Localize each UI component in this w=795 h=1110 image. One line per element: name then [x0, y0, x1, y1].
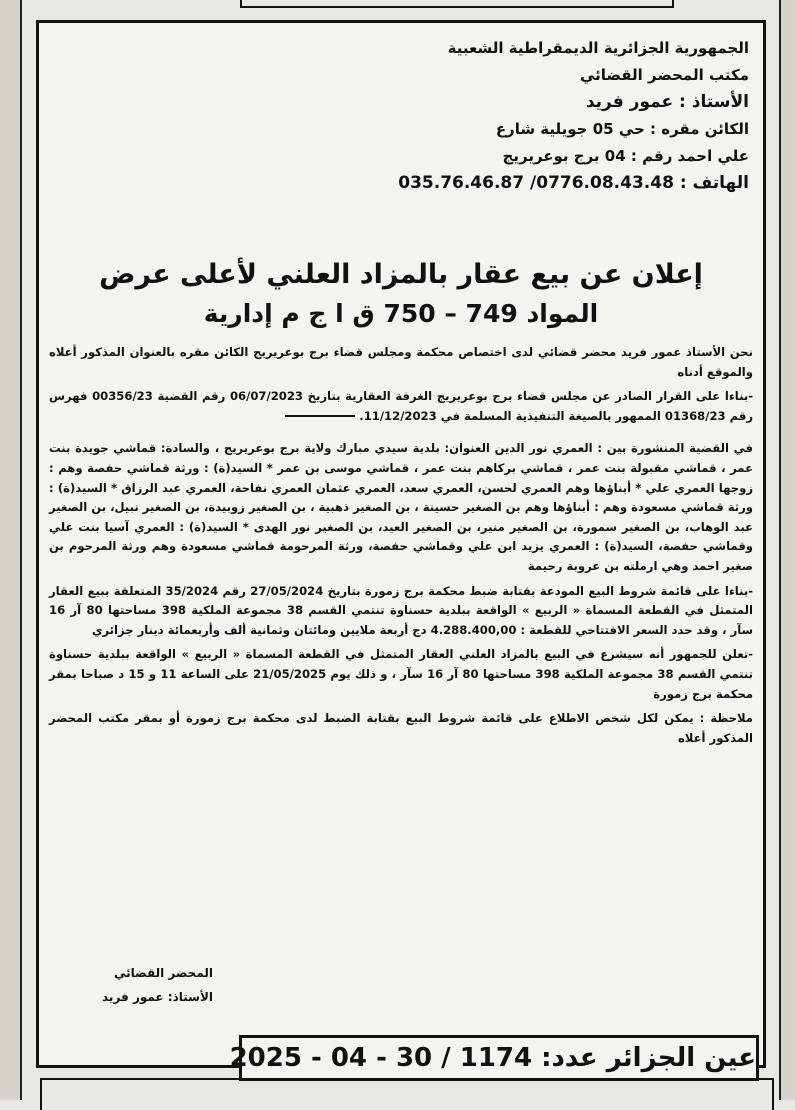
- adjacent-notice-bottom: [40, 1078, 774, 1110]
- signature-role: المحضر القضائي: [113, 966, 213, 980]
- paragraph-decision-text: -بناءا على القرار الصادر عن مجلس قضاء برج بوعريريج الغرفة العقارية بتاريخ 06/07/2023 رقم القضية 00356/23 فهرس رقم 01368/23 الممهور بالصيغة التنفيذية المسلمة في 11/12/2023.: [49, 389, 753, 423]
- paragraph-note: ملاحظة : يمكن لكل شخص الاطلاع على قائمة شروط البيع بقتابة الضبط لدى محكمة برج زمورة أو بمقر مكتب المحضر المذكور أعلاه: [49, 711, 753, 745]
- adjacent-notice-top: [240, 0, 674, 8]
- header-bailiff-name: الأستاذ : عمور فريد: [585, 92, 749, 112]
- auction-notice: [36, 20, 766, 1073]
- paragraph-sale-date: -تعلن للجمهور أنه سيشرع في البيع بالمزاد العلني العقار المتمثل في القطعة المسماة « الربيع » الواقعة ببلدية حسناوة تنتمي القسم 38 مجموعة الملكية 398 مساحتها 80 آر 16 سآر ، و ذلك يوم 21/05/2025 على الساعة 11 و 15 د صباحا بمقر محكمة برج زمورة: [49, 647, 753, 701]
- notice-title: [49, 255, 753, 333]
- header-republic: الجمهورية الجزائرية الديمقراطية الشعبية: [447, 39, 749, 57]
- paragraph-parties: في القضية المنشورة بين : العمري نور الدين العنوان: بلدية سيدي مبارك ولاية برج بوعريريج ، والسادة: قماشي جويدة بنت عمر ، قماشي مقبولة بنت عمر ، قماشي بركاهم بنت عمر ، قماشي موسى بن عمر * السيد(ة) : ورثة قماشي حفصة وهم : زوجها العمري علي * أبناؤها وهم العمري لحسن، العمري سعد، العمري عثمان العمري نفاحة، العمري عبد الرزاق * السيد(ة) : ورثة قماشي مسعودة وهم : أبناؤها وهم بن الصغير حسينة ، بن الصغير ذهبية ، بن الصغير زوبيدة، بن الصغير نبيل، بن الصغير عبد الوهاب، بن الصغير سمورة، بن الصغير منير، بن الصغير العيد، بن الصغير نور الهدى * السيد(ة) : العمري آسيا بنت علي وقماشي حفصة، السيد(ة) : العمري يزيد ابن علي وقماشي حفصة، ورثة المرحومة قماشي مسعودة وهم ورثة المرحوم بن صغير احمد وهي ارملته بن عروبة رحيمة: [49, 441, 753, 573]
- publication-reference: عين الجزائر عدد: 1174 / 30 - 04 - 2025: [239, 1035, 759, 1081]
- paragraph-intro: نحن الأستاذ عمور فريد محضر قضائي لدى اختصاص محكمة ومجلس قضاء برج بوعريريج الكائن مقره بالعنوان المذكور أعلاه والموقع أدناه: [49, 345, 753, 379]
- header-address-2: علي احمد رقم : 04 برج بوعريريج: [502, 147, 749, 165]
- paragraph-decision: [49, 387, 753, 426]
- notice-body: [49, 343, 753, 753]
- bailiff-header: [189, 35, 749, 197]
- header-phone: الهاتف : 0776.08.43.48/ 035.76.46.87: [398, 173, 749, 193]
- header-address-1: الكائن مقره : حي 05 جويلية شارع: [495, 120, 749, 138]
- signature-block: [53, 961, 213, 1009]
- scan-edge-left: [0, 0, 22, 1100]
- divider-dash: [285, 415, 355, 417]
- scan-edge-right: [779, 0, 795, 1100]
- paragraph-conditions: -بناءا على قائمة شروط البيع المودعة بقتابة ضبط محكمة برج زمورة بتاريخ 27/05/2024 رقم 35/2024 المتعلقة ببيع العقار المتمثل في القطعة المسماة « الربيع » الواقعة ببلدية حسناوة تنتمي القسم 38 مجموعة الملكية 398 مساحتها 80 آر 16 سآر ، وقد حدد السعر الافتتاحي للقطعة : 4.288.400,00 دج أربعة ملايين ومائتان وثمانية ألف وأربعمائة دينار جزائري: [49, 583, 754, 637]
- header-office: مكتب المحضر القضائي: [580, 66, 749, 84]
- signature-name: الأستاذ: عمور فريد: [102, 990, 213, 1004]
- title-line-1: إعلان عن بيع عقار بالمزاد العلني لأعلى عرض: [99, 259, 703, 290]
- title-line-2: المواد 749 – 750 ق ا ج م إدارية: [203, 299, 599, 328]
